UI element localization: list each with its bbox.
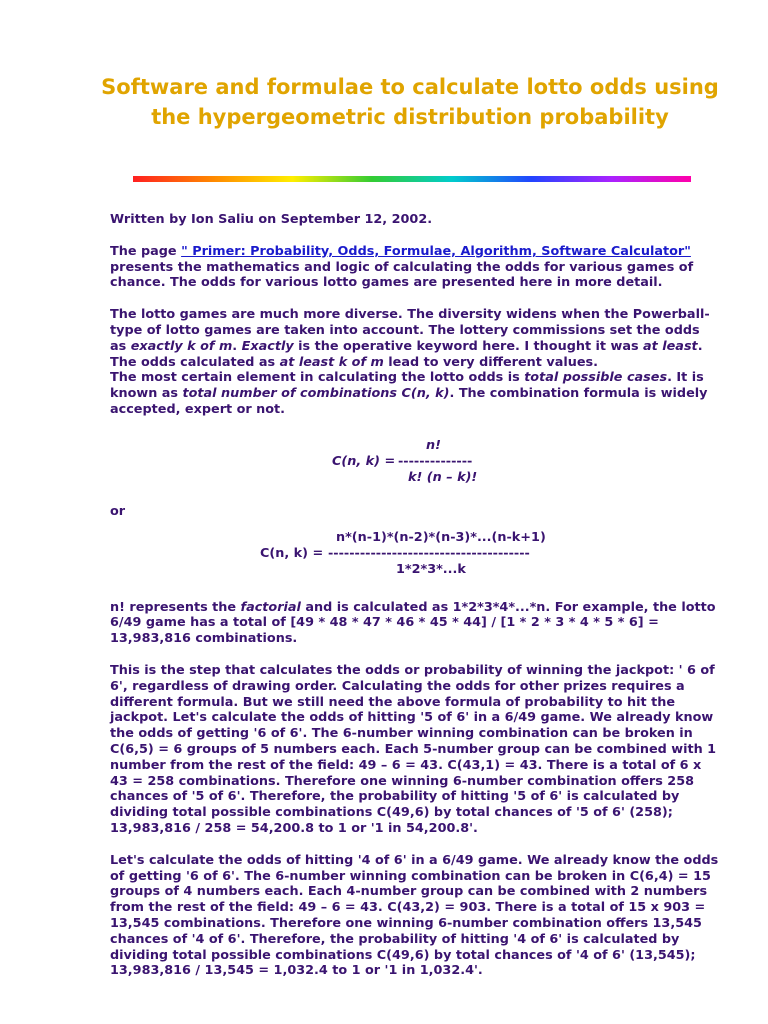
text: .: [232, 338, 242, 354]
formula-numerator: n*(n-1)*(n-2)*(n-3)*...(n-k+1): [336, 529, 546, 545]
emphasis: at least: [643, 338, 698, 354]
text: is the operative keyword here. I thought it was: [293, 338, 644, 354]
formula-denominator: k! (n – k)!: [408, 469, 478, 485]
text: lead to very different values.: [383, 354, 598, 370]
paragraph-intro: [110, 244, 720, 291]
formula-numerator: n!: [426, 437, 441, 453]
emphasis: total possible cases: [524, 370, 668, 386]
text: . The combination formula is widely accepted, expert or not.: [110, 386, 708, 417]
formula-bar: --------------------------------------: [328, 545, 530, 561]
paragraph-5-of-6: This is the step that calculates the odds or probability of winning the jackpot: ' 6 of 6', regardless of drawing order. Calculating the odds for other prizes requires a different formula. But we still need the above formula of probability to hit the jackpot. Let's calculate the odds of hitting '5 of 6' in a 6/49 game. We already know the odds of getting '6 of 6'. The 6-number winning combination can be broken in C(6,5) = 6 groups of 5 numbers each. Each 5-number group can be combined with 1 number from the rest of the field: 49 – 6 = 43. C(43,1) = 43. There is a total of 6 x 43 = 258 combinations. Therefore one winning 6-number combination offers 258 chances of '5 of 6'. Therefore, the probability of hitting '5 of 6' is calculated by dividing total possible combinations C(49,6) by total chances of '5 of 6' (258); 13,983,816 / 258 = 54,200.8 to 1 or '1 in 54,200.8'.: [110, 662, 717, 836]
text: The lotto games are much more diverse. The diversity widens when the Powerball-type of lotto games are taken into account. The lottery commissions set the odds as: [110, 307, 710, 354]
emphasis: exactly k of m: [130, 338, 233, 354]
formula-lhs: C(n, k) =: [260, 545, 328, 561]
paragraph-factorial: [110, 600, 720, 647]
text: .: [697, 338, 703, 354]
text: n! represents the: [110, 599, 241, 615]
byline: Written by Ion Saliu on September 12, 2002.: [110, 212, 433, 227]
text: and is calculated as 1*2*3*4*...*n. For example, the lotto 6/49 game has a total of [49 * 48 * 47 * 46 * 45 * 44] / [1 * 2 * 3 * 4 * 5 * 6] = 13,983,816 combinations.: [110, 599, 716, 647]
emphasis: factorial: [240, 599, 301, 615]
primer-link[interactable]: " Primer: Probability, Odds, Formulae, Algorithm, Software Calculator": [181, 243, 691, 259]
formula-bar: --------------: [398, 453, 473, 469]
page-title: Software and formulae to calculate lotto odds using the hypergeometric distribution probability: [101, 75, 719, 129]
text: The most certain element in calculating the lotto odds is: [110, 370, 525, 386]
or-label: or: [110, 503, 126, 519]
article-body: [110, 212, 720, 995]
combination-formula-factorial: [110, 434, 720, 494]
text: . It is known as: [110, 370, 704, 402]
combination-formula-product: [110, 526, 720, 582]
paragraph-diversity: [110, 307, 720, 418]
intro-text-cont: presents the mathematics and logic of calculating the odds for various games of chance. The odds for various lotto games are presented here in more detail.: [110, 259, 694, 291]
rainbow-divider: [133, 176, 691, 182]
text: The odds calculated as: [110, 354, 280, 370]
emphasis: Exactly: [241, 338, 294, 354]
formula-lhs: C(n, k) =: [332, 453, 400, 469]
emphasis: at least k of m: [279, 354, 384, 370]
intro-text: The page: [110, 243, 182, 259]
formula-denominator: 1*2*3*...k: [396, 561, 466, 577]
paragraph-4-of-6: Let's calculate the odds of hitting '4 of 6' in a 6/49 game. We already know the odds of getting '6 of 6'. The 6-number winning combination can be broken in C(6,4) = 15 groups of 4 numbers each. Each 4-number group can be combined with 2 numbers from the rest of the field: 49 – 6 = 43. C(43,2) = 903. There is a total of 15 x 903 = 13,545 combinations. Therefore one winning 6-number combination offers 13,545 chances of '4 of 6'. Therefore, the probability of hitting '4 of 6' is calculated by dividing total possible combinations C(49,6) by total chances of '4 of 6' (13,545); 13,983,816 / 13,545 = 1,032.4 to 1 or '1 in 1,032.4'.: [110, 852, 719, 979]
emphasis: total number of combinations C(n, k): [182, 386, 450, 402]
